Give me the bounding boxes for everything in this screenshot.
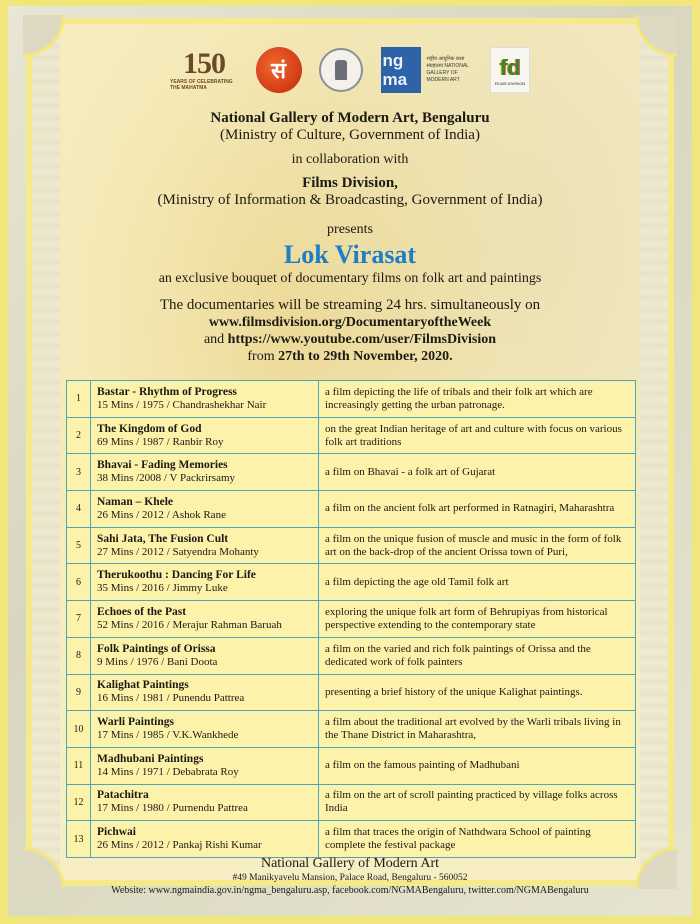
film-number: 1 — [67, 381, 91, 418]
film-title: Pichwai — [97, 826, 136, 839]
film-meta: 26 Mins / 2012 / Ashok Rane — [97, 508, 226, 521]
table-row — [67, 491, 636, 528]
table-row — [67, 637, 636, 674]
table-row — [67, 747, 636, 784]
film-number: 6 — [67, 564, 91, 601]
film-number: 9 — [67, 674, 91, 711]
youtube-line — [0, 331, 700, 348]
organizer-subtitle: (Ministry of Culture, Government of India) — [220, 127, 480, 143]
date-prefix: from — [247, 349, 275, 364]
film-description: a film on the art of scroll painting practiced by village folks across India — [319, 784, 636, 821]
table-row — [67, 381, 636, 418]
table-row — [67, 674, 636, 711]
film-info — [91, 747, 319, 784]
date-range: 27th to 29th November, 2020. — [278, 349, 453, 364]
film-title: Sahi Jata, The Fusion Cult — [97, 532, 229, 545]
film-description: a film on the varied and rich folk paintings of Orissa and the dedicated work of folk painters — [319, 637, 636, 674]
and-text: and — [203, 332, 225, 347]
film-number: 4 — [67, 491, 91, 528]
film-meta: 38 Mins /2008 / V Packrirsamy — [97, 472, 236, 485]
film-info — [91, 711, 319, 748]
film-info — [91, 821, 319, 858]
gandhi-150-logo-icon — [170, 43, 238, 97]
film-meta: 14 Mins / 1971 / Debabrata Roy — [97, 765, 239, 778]
table-row — [67, 601, 636, 638]
film-info — [91, 527, 319, 564]
film-meta: 69 Mins / 1987 / Ranbir Roy — [97, 435, 224, 448]
ngma-mark-line-2: ma — [382, 70, 408, 89]
poster-footer — [0, 856, 700, 897]
ngma-mark-line-1: ng — [382, 51, 404, 70]
logo-150-text: 150 — [183, 47, 225, 80]
ngma-logo-icon — [381, 47, 473, 93]
film-info — [91, 637, 319, 674]
partner-title: Films Division, — [302, 175, 398, 191]
film-description: a film on the unique fusion of muscle and music in the form of folk art on the back-drop of the ancient Orissa town of Puri, — [319, 527, 636, 564]
film-description: on the great Indian heritage of art and culture with focus on various folk art traditions — [319, 417, 636, 454]
film-title: Madhubani Paintings — [97, 752, 204, 765]
film-title: Folk Paintings of Orissa — [97, 642, 216, 655]
fd-logo-mark: fd — [499, 54, 521, 80]
partner-subtitle: (Ministry of Information & Broadcasting, Government of India) — [157, 192, 543, 208]
film-title: Therukoothu : Dancing For Life — [97, 569, 256, 582]
film-description: presenting a brief history of the unique Kalighat paintings. — [319, 674, 636, 711]
film-meta: 35 Mins / 2016 / Jimmy Luke — [97, 582, 228, 595]
streaming-intro: The documentaries will be streaming 24 hrs. simultaneously on — [159, 297, 541, 313]
film-number: 3 — [67, 454, 91, 491]
film-meta: 16 Mins / 1981 / Punendu Pattrea — [97, 692, 245, 705]
film-number: 12 — [67, 784, 91, 821]
film-title: Echoes of the Past — [97, 605, 187, 618]
organizer-title: National Gallery of Modern Art, Bengaluru — [210, 110, 490, 126]
sanskriti-logo-icon — [256, 47, 302, 93]
sanskriti-logo-text: सं — [271, 58, 286, 83]
table-row — [67, 527, 636, 564]
footer-address: #49 Manikyavelu Mansion, Palace Road, Bengaluru - 560052 — [232, 873, 468, 883]
film-title: Bhavai - Fading Memories — [97, 459, 228, 472]
logo-150-caption: YEARS OF CELEBRATING THE MAHATMA — [170, 79, 233, 91]
film-description: a film depicting the life of tribals and their folk art which are increasingly getting the urban patronage. — [319, 381, 636, 418]
film-number: 2 — [67, 417, 91, 454]
film-title: Kalighat Paintings — [97, 679, 189, 692]
film-number: 11 — [67, 747, 91, 784]
footer-title: National Gallery of Modern Art — [260, 856, 440, 871]
government-seal-icon — [319, 48, 363, 92]
logo-strip — [170, 40, 530, 100]
film-info — [91, 491, 319, 528]
ngma-logo-caption: राष्ट्रीय आधुनिक कला संग्रहालय NATIONAL GALLERY OF MODERN ART — [426, 56, 469, 83]
fd-logo-caption: FILMS DIVISION — [494, 80, 526, 86]
film-title: Patachitra — [97, 789, 149, 802]
film-number: 8 — [67, 637, 91, 674]
poster-header — [0, 110, 700, 365]
collaboration-text: in collaboration with — [291, 152, 409, 167]
film-title: Bastar - Rhythm of Progress — [97, 385, 237, 398]
film-meta: 52 Mins / 2016 / Merajur Rahman Baruah — [97, 618, 282, 631]
event-tagline: an exclusive bouquet of documentary films on folk art and paintings — [158, 271, 542, 286]
table-row — [67, 564, 636, 601]
film-meta: 15 Mins / 1975 / Chandrashekhar Nair — [97, 398, 267, 411]
film-meta: 17 Mins / 1980 / Purnendu Pattrea — [97, 802, 248, 815]
film-number: 7 — [67, 601, 91, 638]
film-meta: 26 Mins / 2012 / Pankaj Rishi Kumar — [97, 839, 262, 852]
film-number: 13 — [67, 821, 91, 858]
table-row — [67, 417, 636, 454]
film-meta: 27 Mins / 2012 / Satyendra Mohanty — [97, 545, 259, 558]
film-description: a film on the famous painting of Madhubani — [319, 747, 636, 784]
film-description: a film that traces the origin of Nathdwara School of painting complete the festival package — [319, 821, 636, 858]
ngma-logo-mark — [381, 47, 421, 93]
film-info — [91, 674, 319, 711]
table-row — [67, 711, 636, 748]
presents-text: presents — [327, 222, 373, 237]
film-number: 5 — [67, 527, 91, 564]
film-meta: 9 Mins / 1976 / Bani Doota — [97, 655, 218, 668]
date-line — [0, 348, 700, 365]
film-description: exploring the unique folk art form of Behrupiyas from historical perspective extending to the contemporary state — [319, 601, 636, 638]
film-description: a film on the ancient folk art performed in Ratnagiri, Maharashtra — [319, 491, 636, 528]
table-row — [67, 454, 636, 491]
film-schedule-table — [66, 380, 636, 858]
films-division-logo-icon — [490, 47, 530, 93]
table-row — [67, 784, 636, 821]
film-info — [91, 601, 319, 638]
youtube-link[interactable]: https://www.youtube.com/user/FilmsDivision — [227, 332, 497, 347]
filmsdivision-link[interactable]: www.filmsdivision.org/DocumentaryoftheWeek — [208, 315, 492, 330]
film-number: 10 — [67, 711, 91, 748]
film-info — [91, 454, 319, 491]
film-info — [91, 381, 319, 418]
footer-links[interactable]: Website: www.ngmaindia.gov.in/ngma_bengaluru.asp, facebook.com/NGMABengaluru, twitter.com/NGMABengaluru — [111, 885, 589, 896]
event-title: Lok Virasat — [283, 240, 417, 269]
film-title: Naman – Khele — [97, 495, 174, 508]
film-info — [91, 417, 319, 454]
film-meta: 17 Mins / 1985 / V.K.Wankhede — [97, 729, 239, 742]
film-title: The Kingdom of God — [97, 422, 202, 435]
film-info — [91, 564, 319, 601]
film-description: a film about the traditional art evolved by the Warli tribals living in the Thane District in Maharashtra, — [319, 711, 636, 748]
film-info — [91, 784, 319, 821]
table-row — [67, 821, 636, 858]
film-description: a film depicting the age old Tamil folk art — [319, 564, 636, 601]
film-description: a film on Bhavai - a folk art of Gujarat — [319, 454, 636, 491]
film-title: Warli Paintings — [97, 716, 174, 729]
